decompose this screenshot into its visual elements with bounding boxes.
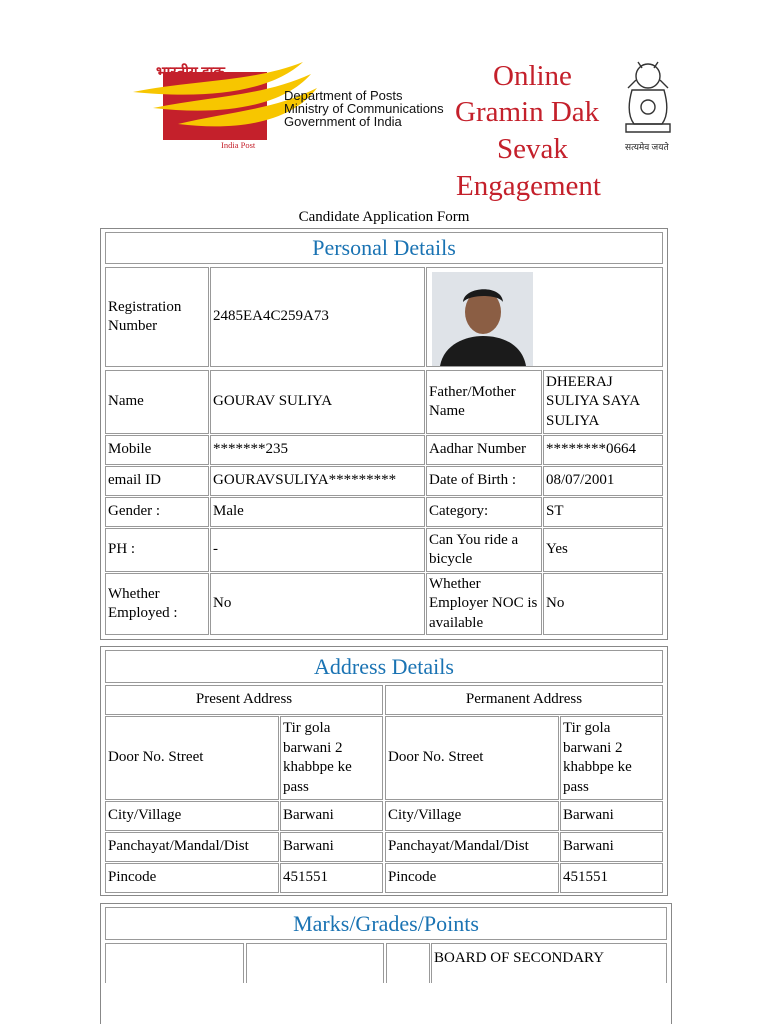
permanent-city-label: City/Village xyxy=(385,801,559,831)
present-dist-label: Panchayat/Mandal/Dist xyxy=(105,832,279,862)
dob-value: 08/07/2001 xyxy=(543,466,663,496)
email-label: email ID xyxy=(105,466,209,496)
marks-col-1 xyxy=(105,943,244,983)
permanent-door-label: Door No. Street xyxy=(385,716,559,800)
parent-name-value: DHEERAJ SULIYA SAYA SULIYA xyxy=(543,370,663,434)
permanent-address-heading: Permanent Address xyxy=(385,685,663,715)
personal-details-heading: Personal Details xyxy=(105,232,663,264)
department-line-2: Ministry of Communications xyxy=(284,101,444,116)
name-label: Name xyxy=(105,370,209,434)
aadhar-label: Aadhar Number xyxy=(426,435,542,465)
parent-name-label: Father/Mother Name xyxy=(426,370,542,434)
marks-heading: Marks/Grades/Points xyxy=(105,907,667,940)
noc-label: Whether Employer NOC is available xyxy=(426,573,542,635)
address-details-heading: Address Details xyxy=(105,650,663,683)
permanent-city-value: Barwani xyxy=(560,801,663,831)
dob-label: Date of Birth : xyxy=(426,466,542,496)
present-address-heading: Present Address xyxy=(105,685,383,715)
present-pin-value: 451551 xyxy=(280,863,383,893)
present-pin-label: Pincode xyxy=(105,863,279,893)
department-line-3: Government of India xyxy=(284,114,402,129)
title-line-4: Engagement xyxy=(456,170,601,202)
title-line-3: Sevak xyxy=(497,133,568,165)
present-door-label: Door No. Street xyxy=(105,716,279,800)
registration-value: 2485EA4C259A73 xyxy=(210,267,425,367)
category-value: ST xyxy=(543,497,663,527)
permanent-dist-value: Barwani xyxy=(560,832,663,862)
hindi-logo-text: भारतीय डाक xyxy=(156,65,225,81)
ph-value: - xyxy=(210,528,425,572)
noc-value: No xyxy=(543,573,663,635)
department-line-1: Department of Posts xyxy=(284,88,403,103)
present-city-value: Barwani xyxy=(280,801,383,831)
permanent-dist-label: Panchayat/Mandal/Dist xyxy=(385,832,559,862)
national-emblem-icon xyxy=(618,60,678,140)
aadhar-value: ********0664 xyxy=(543,435,663,465)
email-value: GOURAVSULIYA********* xyxy=(210,466,425,496)
name-value: GOURAV SULIYA xyxy=(210,370,425,434)
permanent-pin-label: Pincode xyxy=(385,863,559,893)
registration-label: Registration Number xyxy=(105,267,209,367)
permanent-pin-value: 451551 xyxy=(560,863,663,893)
title-line-1: Online xyxy=(493,60,572,92)
gender-value: Male xyxy=(210,497,425,527)
bicycle-value: Yes xyxy=(543,528,663,572)
employed-label: Whether Employed : xyxy=(105,573,209,635)
employed-value: No xyxy=(210,573,425,635)
category-label: Category: xyxy=(426,497,542,527)
present-dist-value: Barwani xyxy=(280,832,383,862)
marks-board-cell: BOARD OF SECONDARY xyxy=(431,943,667,983)
title-line-2: Gramin Dak xyxy=(455,96,600,128)
ph-label: PH : xyxy=(105,528,209,572)
bicycle-label: Can You ride a bicycle xyxy=(426,528,542,572)
marks-col-2 xyxy=(246,943,384,983)
marks-col-3 xyxy=(386,943,430,983)
gender-label: Gender : xyxy=(105,497,209,527)
mobile-value: *******235 xyxy=(210,435,425,465)
mobile-label: Mobile xyxy=(105,435,209,465)
permanent-door-value: Tir gola barwani 2 khabbpe ke pass xyxy=(560,716,663,800)
form-caption: Candidate Application Form xyxy=(298,209,470,225)
present-door-value: Tir gola barwani 2 khabbpe ke pass xyxy=(280,716,383,800)
present-city-label: City/Village xyxy=(105,801,279,831)
emblem-caption: सत्यमेव जयते xyxy=(625,142,669,152)
candidate-photo xyxy=(432,272,533,366)
india-post-label: India Post xyxy=(221,140,256,150)
